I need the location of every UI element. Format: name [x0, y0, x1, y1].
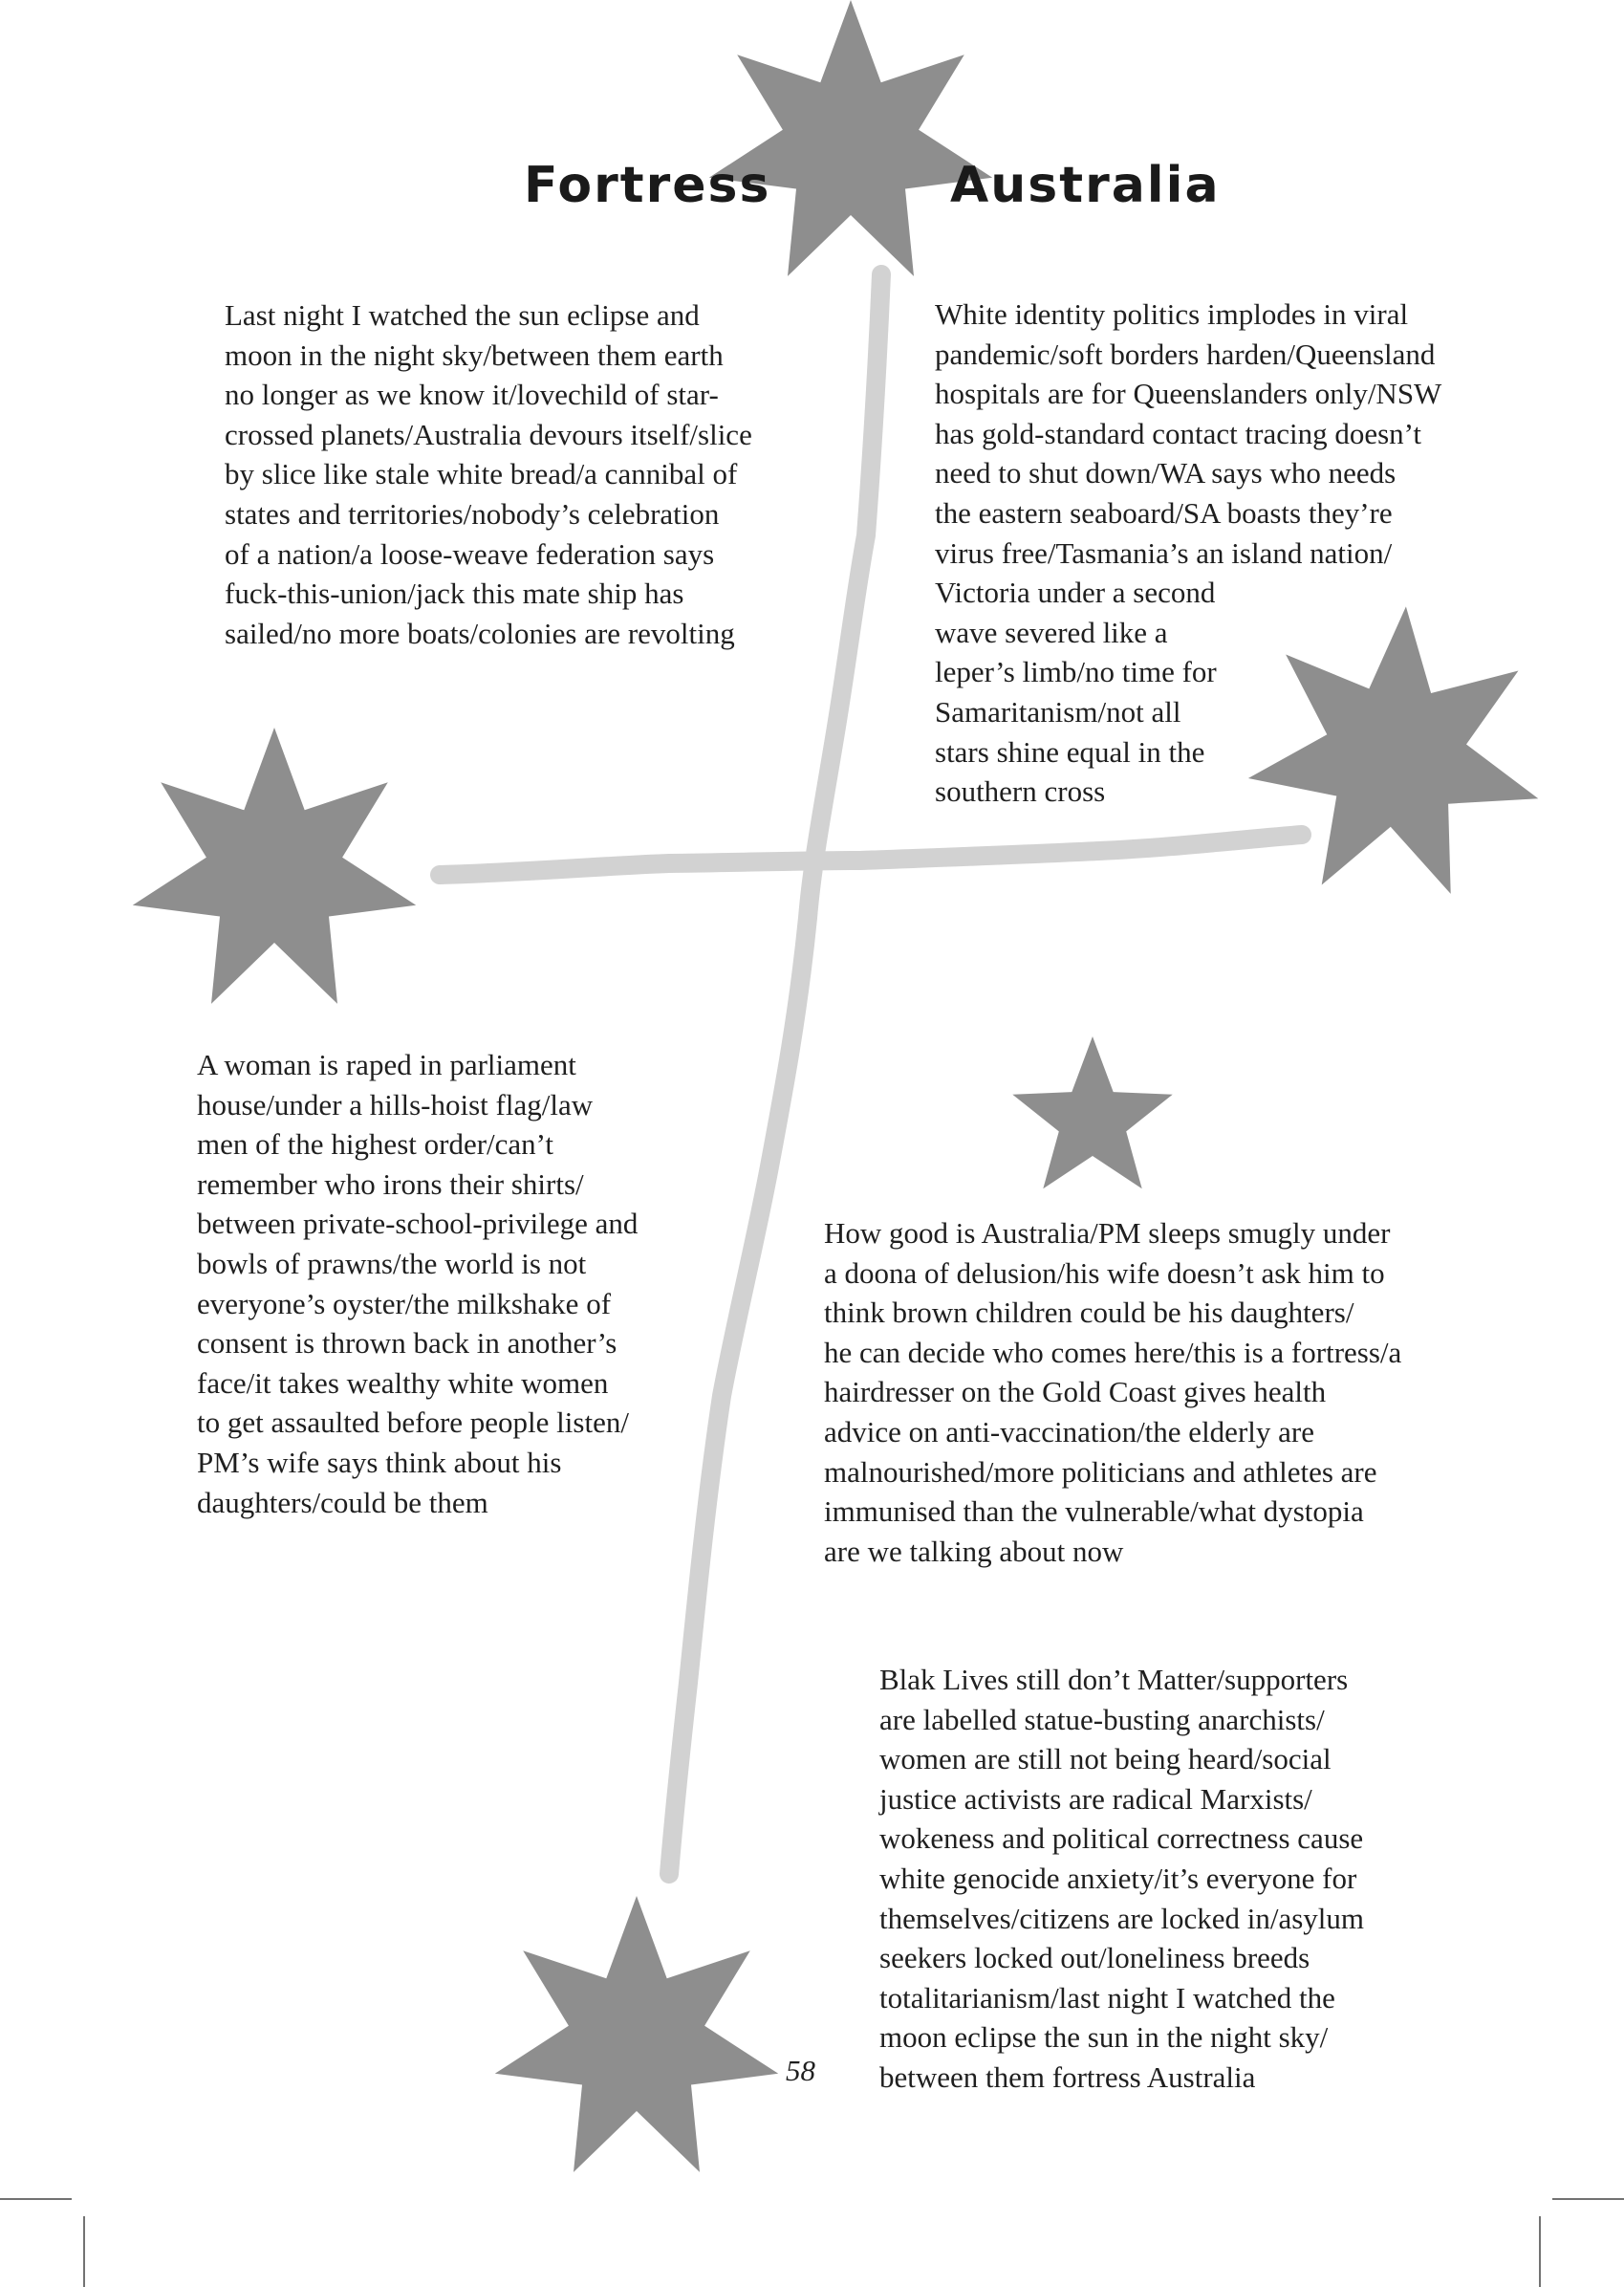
- stanza-3: [197, 1045, 638, 1522]
- poem-line: house/under a hills-hoist flag/law: [197, 1087, 594, 1122]
- poem-line: no longer as we know it/lovechild of star-: [225, 378, 719, 412]
- poem-line: between them fortress Australia: [879, 2059, 1256, 2094]
- poem-line: bowls of prawns/the world is not: [197, 1246, 587, 1280]
- star-left: [133, 728, 416, 1004]
- poem-line: to get assaulted before people listen/: [197, 1405, 629, 1440]
- poem-line: states and territories/nobody’s celebration: [225, 496, 720, 531]
- poem-line: malnourished/more politicians and athletes are: [824, 1454, 1377, 1489]
- poem-line: leper’s limb/no time for: [935, 655, 1217, 689]
- poem-line: pandemic/soft borders harden/Queensland: [935, 337, 1436, 371]
- poem-line: he can decide who comes here/this is a fortress/a: [824, 1335, 1402, 1369]
- poem-line: Victoria under a second: [935, 576, 1216, 610]
- poem-line: remember who irons their shirts/: [197, 1166, 584, 1201]
- poem-line: white genocide anxiety/it’s everyone for: [879, 1861, 1357, 1895]
- poem-line: consent is thrown back in another’s: [197, 1326, 617, 1361]
- poem-line: think brown children could be his daughters/: [824, 1296, 1354, 1330]
- poem-line: between private-school-privilege and: [197, 1207, 639, 1241]
- poem-line: men of the highest order/can’t: [197, 1127, 554, 1162]
- stanza-1: [225, 295, 752, 653]
- stanza-5: [879, 1660, 1364, 2098]
- poem-line: seekers locked out/loneliness breeds: [879, 1941, 1310, 1975]
- poem-line: southern cross: [935, 774, 1106, 809]
- stanza-4: [824, 1213, 1401, 1571]
- poem-line: Blak Lives still don’t Matter/supporters: [879, 1663, 1349, 1696]
- poem-line: Samaritanism/not all: [935, 694, 1181, 729]
- poem-line: Last night I watched the sun eclipse and: [225, 298, 700, 332]
- poem-line: advice on anti-vaccination/the elderly are: [824, 1414, 1314, 1448]
- poem-line: White identity politics implodes in viral: [935, 297, 1409, 331]
- star-top: [709, 0, 992, 276]
- stanza-2: [935, 294, 1441, 812]
- page-number: 58: [786, 2054, 815, 2087]
- poem-line: sailed/no more boats/colonies are revolting: [225, 616, 735, 650]
- poem-line: totalitarianism/last night I watched the: [879, 1980, 1335, 2015]
- poem-line: How good is Australia/PM sleeps smugly under: [824, 1216, 1391, 1250]
- poem-line: need to shut down/WA says who needs: [935, 456, 1397, 490]
- poem-line: the eastern seaboard/SA boasts they’re: [935, 495, 1393, 530]
- title-fortress: Fortress: [524, 157, 771, 214]
- poem-line: hospitals are for Queenslanders only/NSW: [935, 377, 1442, 411]
- poem-line: stars shine equal in the: [935, 734, 1205, 769]
- poem-line: PM’s wife says think about his: [197, 1445, 562, 1479]
- star-small: [1012, 1036, 1172, 1188]
- poem-line: virus free/Tasmania’s an island nation/: [935, 535, 1393, 570]
- poem-line: moon in the night sky/between them earth: [225, 338, 724, 372]
- poem-line: are labelled statue-busting anarchists/: [879, 1702, 1325, 1736]
- poem-line: wave severed like a: [935, 615, 1168, 649]
- poem-line: daughters/could be them: [197, 1485, 488, 1519]
- poem-line: are we talking about now: [824, 1534, 1124, 1568]
- poem-line: has gold-standard contact tracing doesn’t: [935, 416, 1422, 450]
- poem-line: a doona of delusion/his wife doesn’t ask him to: [824, 1255, 1385, 1290]
- poem-line: of a nation/a loose-weave federation says: [225, 536, 715, 571]
- title-australia: Australia: [950, 157, 1221, 214]
- poem-line: face/it takes wealthy white women: [197, 1365, 609, 1400]
- poem-line: by slice like stale white bread/a cannibal of: [225, 457, 738, 491]
- poem-line: immunised than the vulnerable/what dystopia: [824, 1494, 1364, 1529]
- poem-line: wokeness and political correctness cause: [879, 1821, 1364, 1856]
- poem-line: justice activists are radical Marxists/: [879, 1781, 1312, 1816]
- cross-horizontal-line: [440, 835, 1302, 875]
- poem-line: fuck-this-union/jack this mate ship has: [225, 577, 684, 611]
- poem-line: moon eclipse the sun in the night sky/: [879, 2020, 1329, 2055]
- poem-line: A woman is raped in parliament: [197, 1048, 576, 1081]
- poem-line: hairdresser on the Gold Coast gives health: [824, 1375, 1327, 1409]
- star-bottom: [495, 1896, 778, 2172]
- poem-line: crossed planets/Australia devours itself/slice: [225, 417, 752, 451]
- poem-line: everyone’s oyster/the milkshake of: [197, 1286, 612, 1320]
- poem-line: themselves/citizens are locked in/asylum: [879, 1901, 1365, 1935]
- poem-line: women are still not being heard/social: [879, 1742, 1332, 1776]
